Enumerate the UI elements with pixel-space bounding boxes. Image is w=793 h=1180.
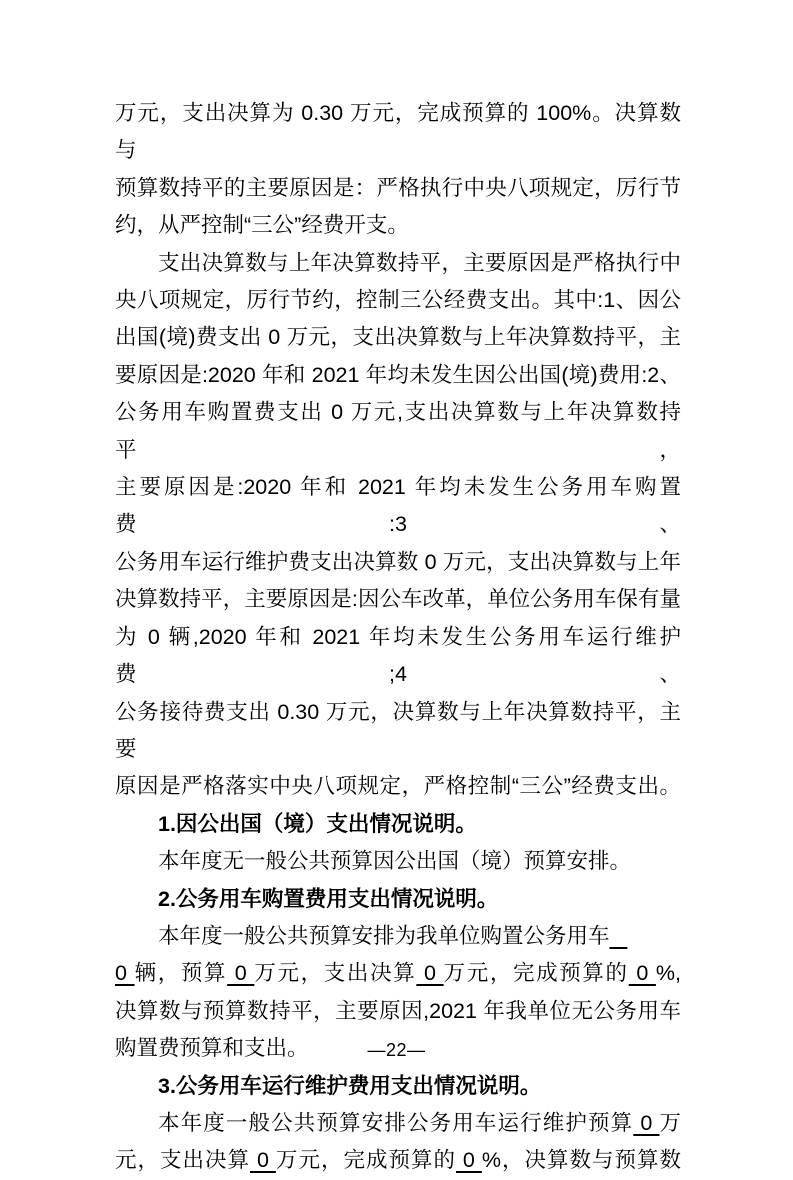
text-run: 万元，支出决算 — [254, 961, 417, 986]
text-run: 支出决算数与上年决算数持平，主要原因是严格执行中 — [158, 250, 681, 275]
text-line — [115, 207, 681, 244]
text-run: 3.公务用车运行维护费用支出情况说明。 — [158, 1073, 542, 1098]
text-run: 2.公务用车购置费用支出情况说明。 — [158, 886, 499, 911]
text-run: 万元，支出决算为 0.30 万元，完成预算的 100%。决算数与 — [115, 101, 681, 163]
text-line — [115, 170, 681, 207]
text-line — [115, 245, 681, 282]
text-run: 购置费预算和支出。 — [115, 1036, 309, 1061]
text-line — [115, 619, 681, 694]
text-run: 本年度无一般公共预算因公出国（境）预算安排。 — [158, 849, 632, 874]
text-line — [115, 918, 681, 955]
text-run: 元，支出决算 — [115, 1148, 251, 1173]
text-run: 万元，完成预算的 — [443, 961, 629, 986]
text-run: 主要原因是:2020 年和 2021 年均未发生公务用车购置费:3、 — [115, 475, 681, 537]
text-run: 约，从严控制“三公”经费开支。 — [115, 213, 409, 238]
text-line — [115, 1142, 681, 1179]
text-run: 要原因是:2020 年和 2021 年均未发生因公出国(境)费用:2、 — [115, 362, 681, 387]
underlined-blank-value: 0 — [250, 1148, 276, 1173]
text-run: 央八项规定，厉行节约，控制三公经费支出。其中:1、因公 — [115, 288, 681, 313]
underlined-blank-value: 0 — [115, 961, 135, 986]
text-run: 公务接待费支出 0.30 万元，决算数与上年决算数持平，主要 — [115, 699, 681, 761]
text-run: 万 — [659, 1110, 681, 1135]
text-line — [115, 544, 681, 581]
text-run: 出国(境)费支出 0 万元，支出决算数与上年决算数持平，主 — [115, 325, 681, 350]
text-line — [115, 469, 681, 544]
underlined-blank-value: 0 — [628, 961, 656, 986]
document-body — [115, 95, 681, 1180]
heading-line — [115, 1068, 681, 1105]
text-line — [115, 768, 681, 805]
text-run: 万元，完成预算的 — [275, 1148, 456, 1173]
text-line — [115, 1105, 681, 1142]
text-run: 本年度一般公共预算安排公务用车运行维护预算 — [158, 1110, 634, 1135]
text-run: 辆，预算 — [134, 961, 228, 986]
text-line — [115, 319, 681, 356]
text-run: 为 0 辆,2020 年和 2021 年均未发生公务用车运行维护费;4、 — [115, 624, 681, 687]
text-line — [115, 694, 681, 769]
text-line — [115, 394, 681, 469]
text-run: 1.因公出国（境）支出情况说明。 — [158, 811, 477, 836]
text-line — [115, 955, 681, 992]
text-run: 公务用车购置费支出 0 万元,支出决算数与上年决算数持平， — [115, 400, 681, 462]
text-run: 公务用车运行维护费支出决算数 0 万元，支出决算数与上年 — [115, 549, 681, 574]
text-line — [115, 993, 681, 1030]
heading-line — [115, 881, 681, 918]
text-run: %, — [655, 961, 681, 986]
text-run: 预算数持平的主要原因是：严格执行中央八项规定，厉行节 — [115, 175, 681, 200]
heading-line — [115, 806, 681, 843]
text-line — [115, 581, 681, 618]
page-number: —22— — [367, 1040, 426, 1060]
text-run: 决算数持平，主要原因是:因公车改革，单位公务用车保有量 — [115, 587, 681, 612]
text-run: 本年度一般公共预算安排为我单位购置公务用车 — [158, 923, 610, 948]
text-run: %，决算数与预算数 — [481, 1148, 682, 1173]
underlined-blank-value: 0 — [455, 1148, 482, 1173]
underlined-blank-value — [610, 924, 628, 948]
text-line — [115, 357, 681, 394]
underlined-blank-value: 0 — [633, 1110, 660, 1135]
text-line — [115, 843, 681, 880]
text-run: 决算数与预算数持平，主要原因,2021 年我单位无公务用车 — [115, 998, 681, 1023]
text-run: 原因是严格落实中央八项规定，严格控制“三公”经费支出。 — [115, 774, 681, 799]
text-line — [115, 282, 681, 319]
underlined-blank-value: 0 — [227, 961, 255, 986]
underlined-blank-value: 0 — [416, 961, 444, 986]
text-line — [115, 95, 681, 170]
